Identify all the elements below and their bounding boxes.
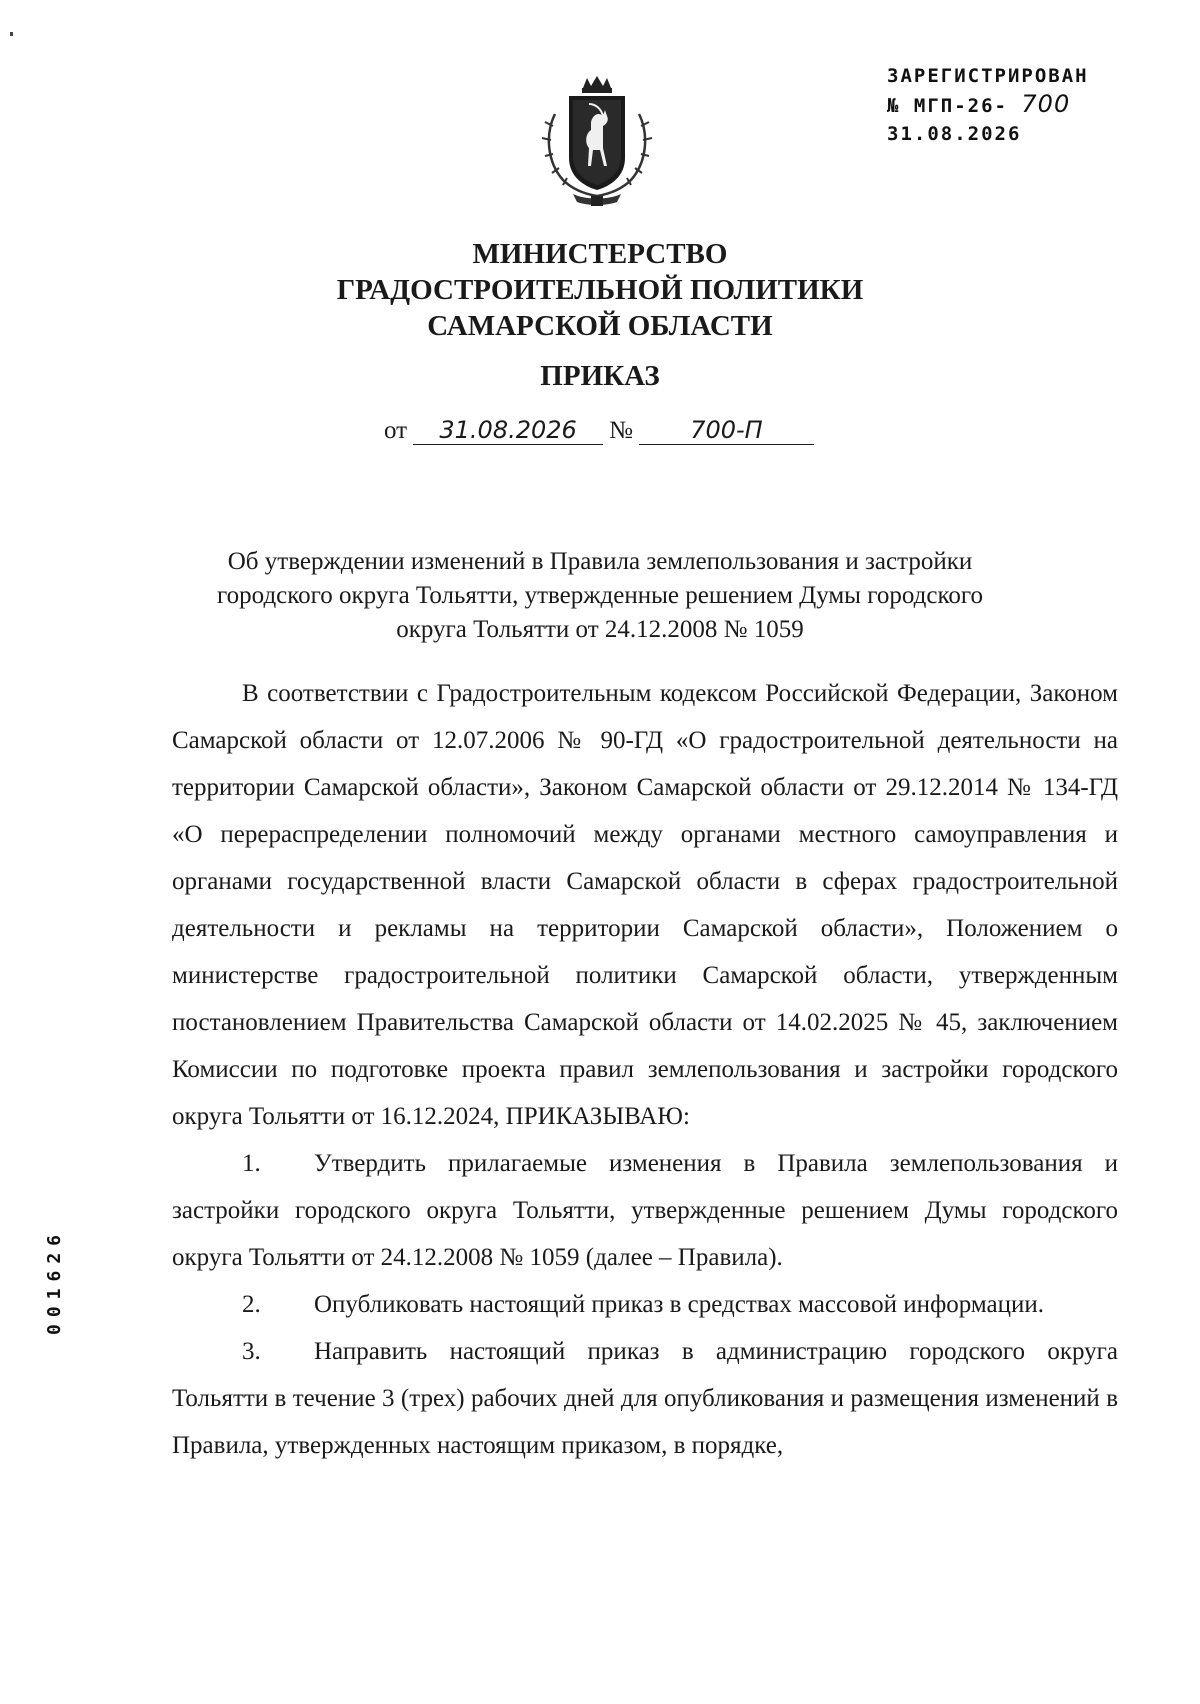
samara-region-coat-of-arms-icon bbox=[533, 74, 661, 210]
ministry-name-line-3: САМАРСКОЙ ОБЛАСТИ bbox=[427, 310, 773, 342]
registration-stamp-date: 31.08.2026 bbox=[887, 123, 1022, 145]
ministry-name-line-2: ГРАДОСТРОИТЕЛЬНОЙ ПОЛИТИКИ bbox=[336, 274, 864, 306]
registration-stamp-prefix: № МГП-26- bbox=[887, 95, 1008, 117]
order-date-number-line bbox=[378, 416, 814, 445]
order-title: ПРИКАЗ bbox=[540, 360, 660, 392]
item-number: 3. bbox=[242, 1338, 261, 1365]
ministry-name-line-1: МИНИСТЕРСТВО bbox=[472, 238, 728, 270]
item-number: 2. bbox=[242, 1291, 261, 1318]
item-text: Утвердить прилагаемые изменения в Правила землепользования и застройки городского округа Тольятти, утвержденные решением Думы городского округа Тольятти от 24.12.2008 № 1059 (далее – Правила). bbox=[172, 1150, 1118, 1271]
subject-line-1: Об утверждении изменений в Правила землепользования и застройки bbox=[227, 548, 973, 575]
number-label: № bbox=[609, 417, 633, 444]
subject-line-2: городского округа Тольятти, утвержденные решением Думы городского bbox=[217, 582, 983, 609]
registration-stamp-handwritten-number: 700 bbox=[1021, 90, 1071, 118]
item-text: Направить настоящий приказ в администрацию городского округа Тольятти в течение 3 (трех) рабочих дней для опубликования и размещения изменений в Правила, утвержденных настоящим приказом, в порядке, bbox=[172, 1338, 1118, 1459]
scan-speck bbox=[10, 32, 13, 36]
registration-stamp-title: ЗАРЕГИСТРИРОВАН bbox=[887, 65, 1089, 87]
order-date-handwritten: 31.08.2026 bbox=[413, 416, 603, 445]
item-text: Опубликовать настоящий приказ в средствах массовой информации. bbox=[314, 1291, 1045, 1318]
registration-stamp bbox=[887, 62, 1089, 148]
subject-line-3: округа Тольятти от 24.12.2008 № 1059 bbox=[396, 616, 804, 643]
order-body bbox=[172, 670, 1118, 1469]
registration-stamp-number bbox=[887, 90, 1089, 120]
date-label: от bbox=[384, 417, 408, 444]
order-number-handwritten: 700-П bbox=[639, 416, 814, 445]
order-item-2 bbox=[172, 1281, 1118, 1328]
order-subject bbox=[150, 545, 1050, 647]
side-serial-number: 001626 bbox=[44, 1227, 65, 1335]
order-item-1 bbox=[172, 1140, 1118, 1281]
ministry-name bbox=[0, 236, 1200, 344]
preamble-paragraph: В соответствии с Градостроительным кодексом Российской Федерации, Законом Самарской области от 12.07.2006 № 90-ГД «О градостроительной деятельности на территории Самарской области», Законом Самарской области от 29.12.2014 № 134-ГД «О перераспределении полномочий между органами местного самоуправления и органами государственной власти Самарской области в сферах градостроительной деятельности и рекламы на территории Самарской области», Положением о министерстве градостроительной политики Самарской области, утвержденным постановлением Правительства Самарской области от 14.02.2025 № 45, заключением Комиссии по подготовке проекта правил землепользования и застройки городского округа Тольятти от 16.12.2024, ПРИКАЗЫВАЮ: bbox=[172, 680, 1118, 1130]
item-number: 1. bbox=[242, 1150, 261, 1177]
order-item-3 bbox=[172, 1328, 1118, 1469]
